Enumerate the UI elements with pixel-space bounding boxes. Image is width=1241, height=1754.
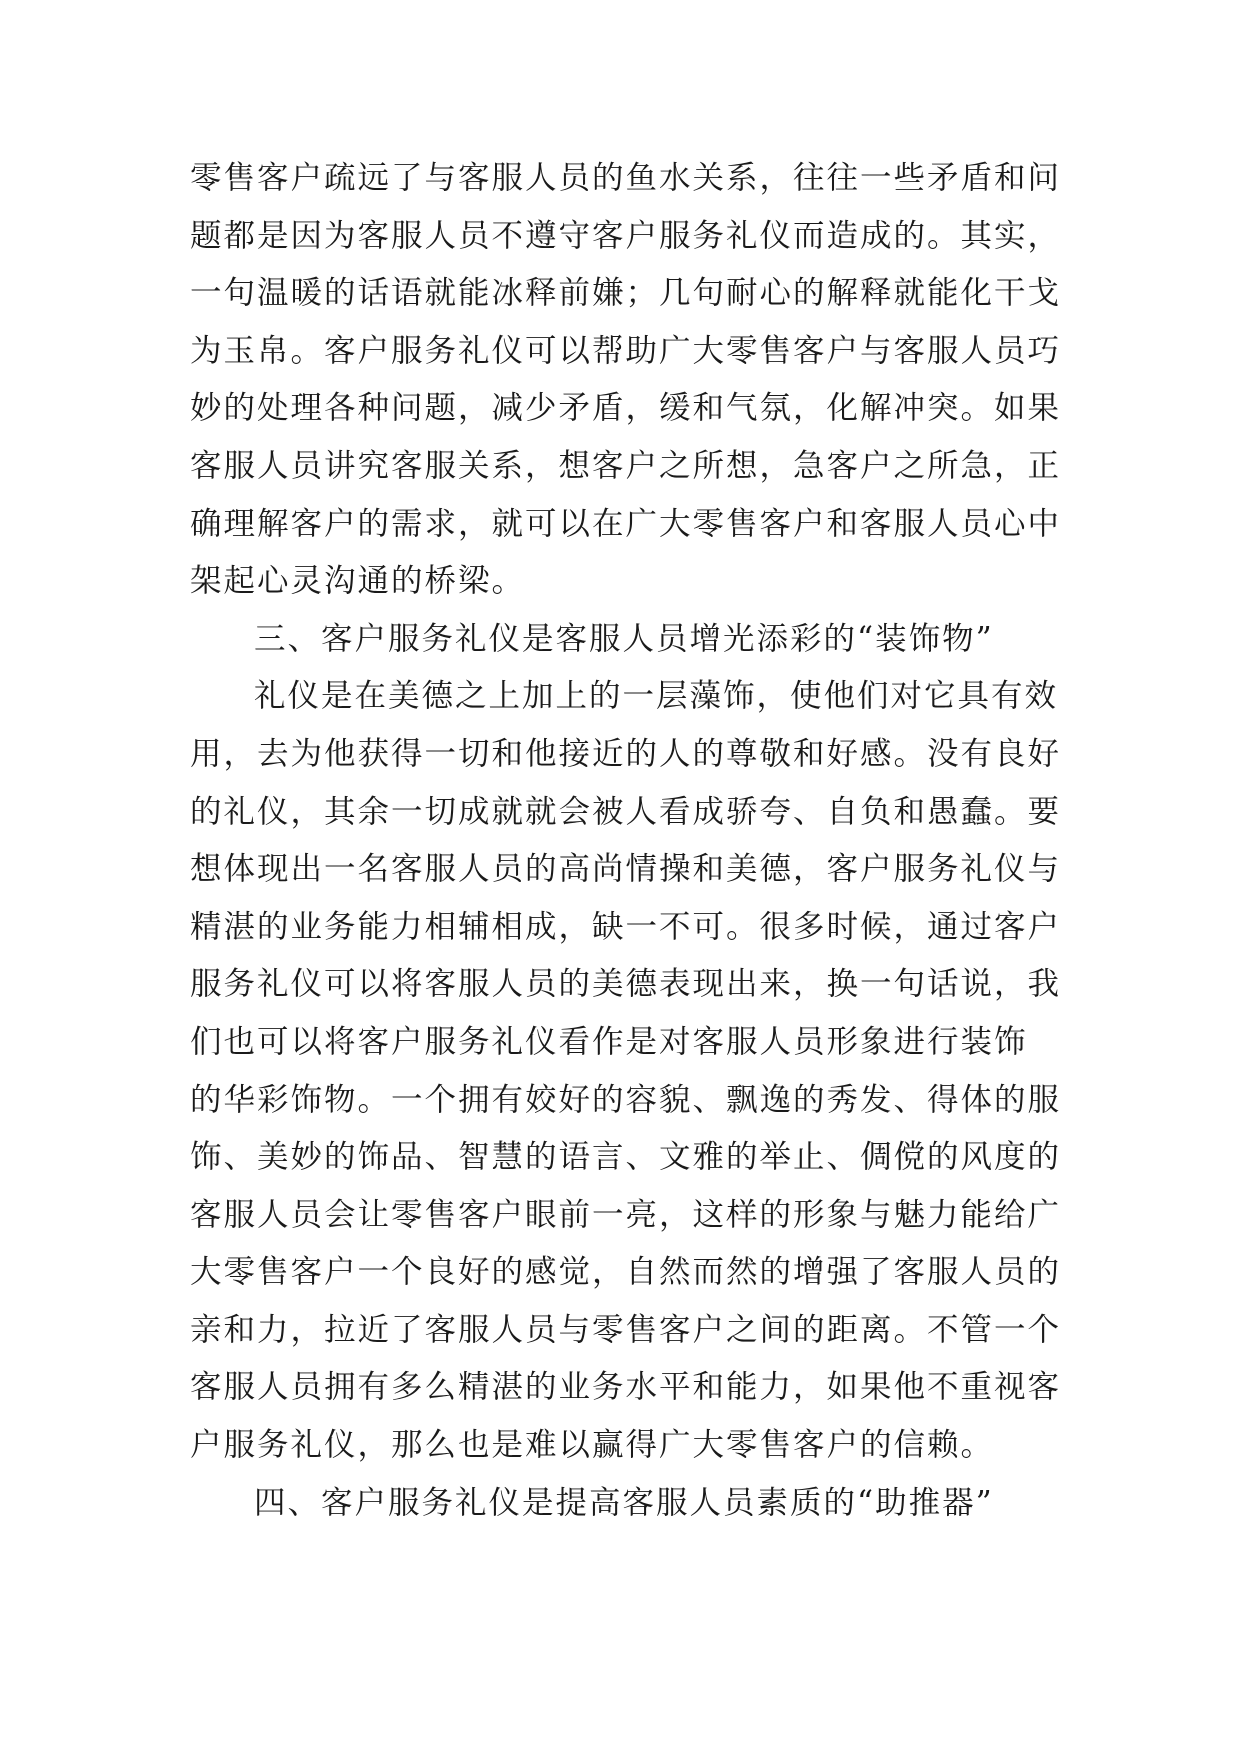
text-line: 服务礼仪可以将客服人员的美德表现出来，换一句话说，我 [190,966,1062,1003]
section-heading: 四、客户服务礼仪是提高客服人员素质的“助推器” [254,1484,994,1521]
text-line: 饰、美妙的饰品、智慧的语言、文雅的举止、倜傥的风度的 [190,1139,1062,1176]
text-line: 精湛的业务能力相辅相成，缺一不可。很多时候，通过客户 [190,908,1062,945]
text-line: 题都是因为客服人员不遵守客户服务礼仪而造成的。其实， [190,217,1062,254]
text-line: 用，去为他获得一切和他接近的人的尊敬和好感。没有良好 [190,735,1062,772]
section-heading: 三、客户服务礼仪是客服人员增光添彩的“装饰物” [254,620,994,657]
text-line: 妙的处理各种问题，减少矛盾，缓和气氛，化解冲突。如果 [190,390,1062,427]
text-line: 架起心灵沟通的桥梁。 [190,563,526,600]
body-text [190,150,1070,1532]
text-line: 的礼仪，其余一切成就就会被人看成骄夸、自负和愚蠢。要 [190,793,1062,830]
text-line: 礼仪是在美德之上加上的一层藻饰，使他们对它具有效 [254,678,1059,715]
text-line: 一句温暖的话语就能冰释前嫌；几句耐心的解释就能化干戈 [190,275,1062,312]
text-line: 零售客户疏远了与客服人员的鱼水关系，往往一些矛盾和问 [190,160,1062,196]
text-line: 户服务礼仪，那么也是难以赢得广大零售客户的信赖。 [190,1427,995,1464]
text-line: 确理解客户的需求，就可以在广大零售客户和客服人员心中 [190,505,1062,542]
text-line: 客服人员拥有多么精湛的业务水平和能力，如果他不重视客 [190,1369,1062,1406]
text-line: 客服人员会让零售客户眼前一亮，这样的形象与魅力能给广 [190,1196,1062,1233]
text-line: 的华彩饰物。一个拥有姣好的容貌、飘逸的秀发、得体的服 [190,1081,1062,1118]
text-line: 大零售客户一个良好的感觉，自然而然的增强了客服人员的 [190,1254,1062,1291]
text-line: 们也可以将客户服务礼仪看作是对客服人员形象进行装饰 [190,1023,1028,1060]
text-line: 想体现出一名客服人员的高尚情操和美德，客户服务礼仪与 [190,851,1062,888]
text-line: 为玉帛。客户服务礼仪可以帮助广大零售客户与客服人员巧 [190,332,1062,369]
text-line: 亲和力，拉近了客服人员与零售客户之间的距离。不管一个 [190,1311,1062,1348]
text-line: 客服人员讲究客服关系，想客户之所想，急客户之所急，正 [190,447,1062,484]
